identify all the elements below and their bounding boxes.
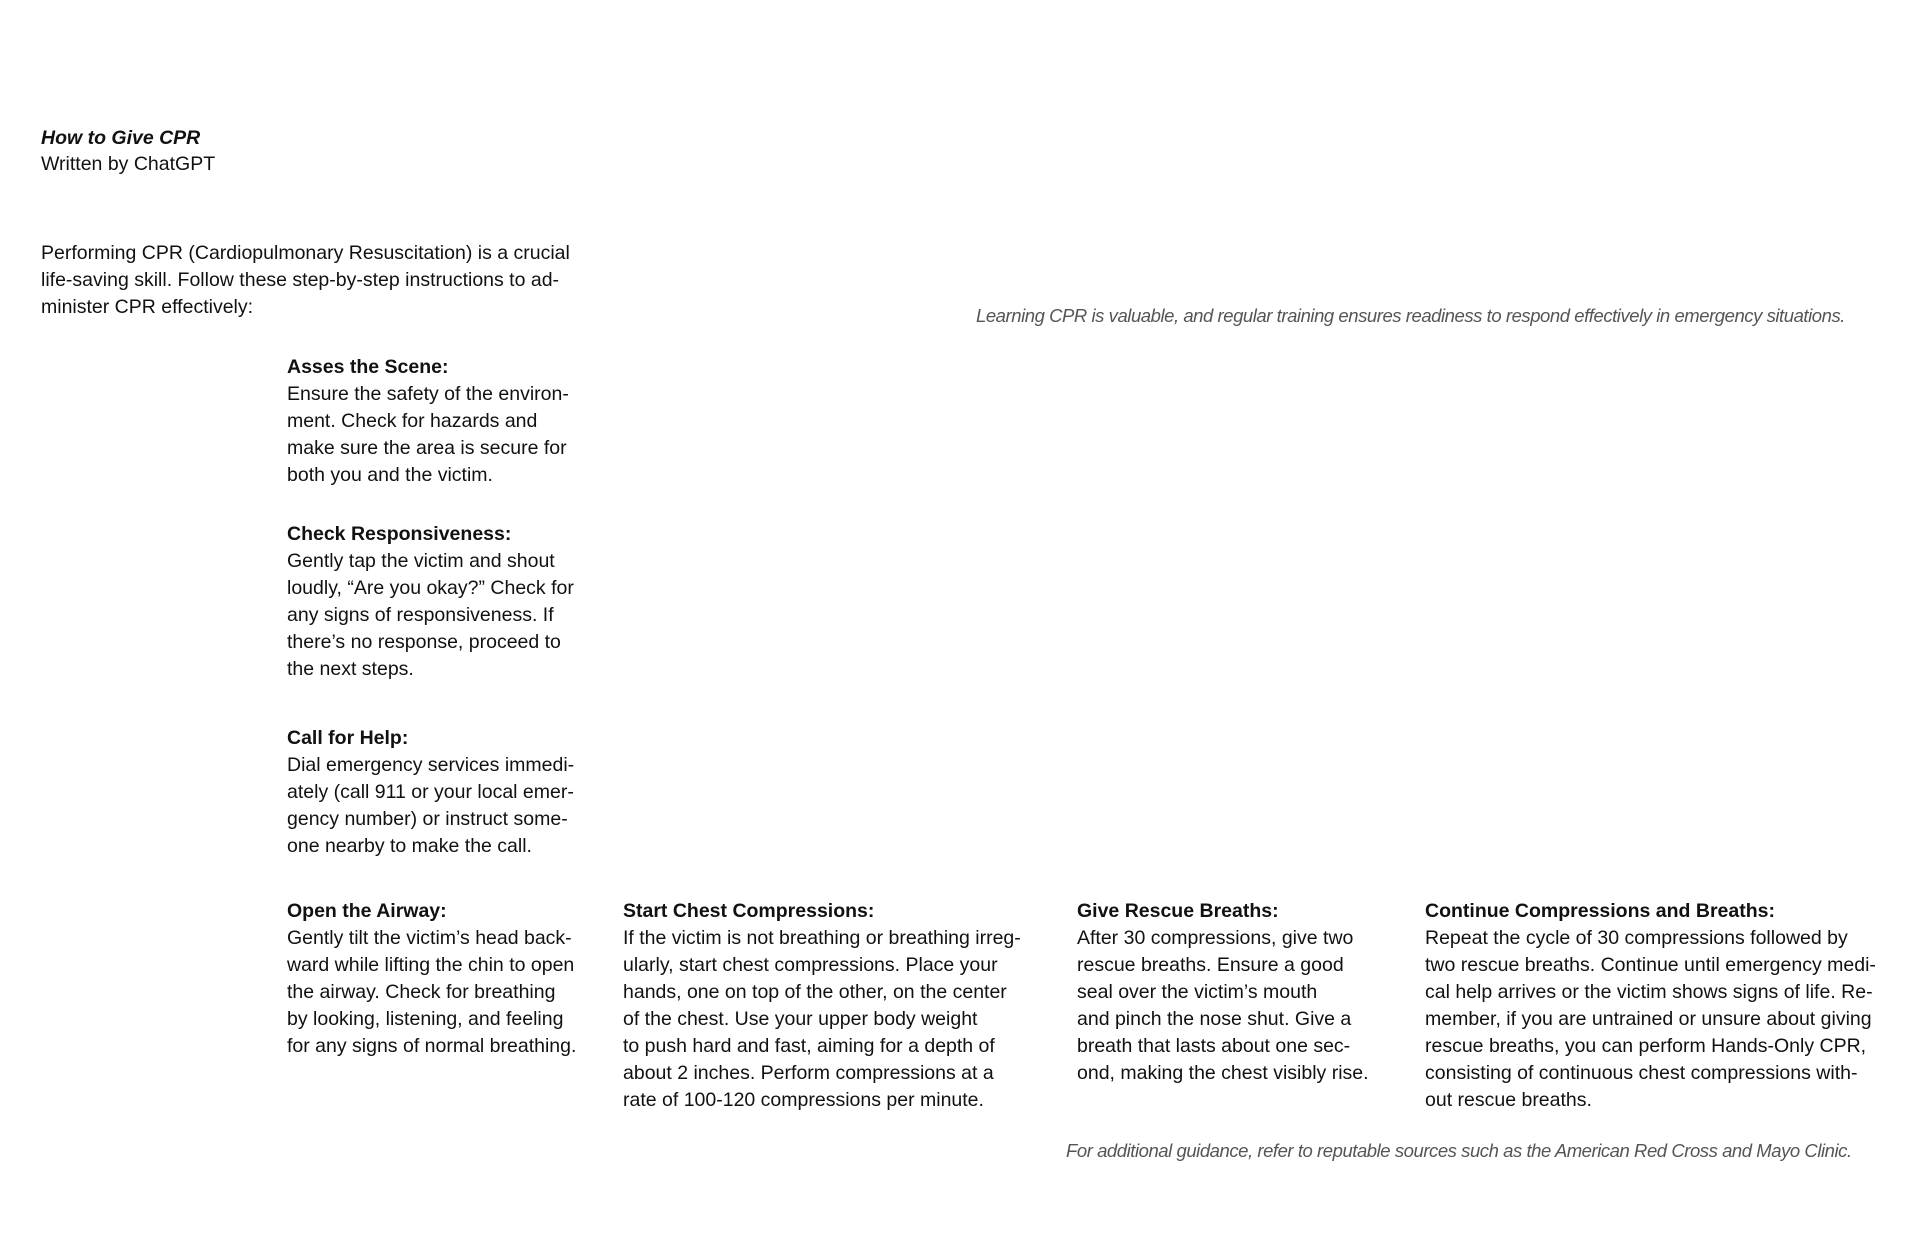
step-text-line: breath that lasts about one sec- (1077, 1035, 1351, 1057)
step-heading: Open the Airway: (287, 900, 447, 922)
step-text-line: for any signs of normal breathing. (287, 1035, 577, 1057)
intro-line: Performing CPR (Cardiopulmonary Resuscitation) is a crucial (41, 242, 570, 264)
step-text-line: by looking, listening, and feeling (287, 1008, 564, 1030)
step-text-line: ularly, start chest compressions. Place your (623, 954, 998, 976)
step-continue-cycle (1425, 898, 1876, 1114)
step-check-responsiveness (287, 521, 574, 683)
step-text-line: If the victim is not breathing or breathing irreg- (623, 927, 1021, 949)
intro-line: minister CPR effectively: (41, 296, 254, 318)
step-text-line: to push hard and fast, aiming for a depth of (623, 1035, 995, 1057)
document-byline: Written by ChatGPT (41, 153, 216, 175)
step-text-line: of the chest. Use your upper body weight (623, 1008, 978, 1030)
step-text-line: any signs of responsiveness. If (287, 604, 554, 626)
step-text-line: one nearby to make the call. (287, 835, 532, 857)
step-text-line: Gently tap the victim and shout (287, 550, 555, 572)
step-text-line: about 2 inches. Perform compressions at a (623, 1062, 994, 1084)
step-assess-scene (287, 354, 569, 489)
step-text-line: cal help arrives or the victim shows signs of life. Re- (1425, 981, 1873, 1003)
step-text-line: seal over the victim’s mouth (1077, 981, 1318, 1003)
step-text-line: out rescue breaths. (1425, 1089, 1592, 1111)
intro-line: life-saving skill. Follow these step-by-step instructions to ad- (41, 269, 560, 291)
step-text-line: there’s no response, proceed to (287, 631, 561, 653)
step-rescue-breaths (1077, 898, 1369, 1087)
step-heading: Asses the Scene: (287, 356, 449, 378)
step-text-line: rate of 100-120 compressions per minute. (623, 1089, 984, 1111)
step-text-line: member, if you are untrained or unsure about giving (1425, 1008, 1872, 1030)
step-heading: Give Rescue Breaths: (1077, 900, 1279, 922)
step-text-line: make sure the area is secure for (287, 437, 567, 459)
step-text-line: gency number) or instruct some- (287, 808, 568, 830)
step-text-line: the airway. Check for breathing (287, 981, 556, 1003)
training-note: Learning CPR is valuable, and regular training ensures readiness to respond effectively in emergency situations. (976, 305, 1845, 326)
intro-paragraph (41, 240, 581, 321)
document-title: How to Give CPR (41, 127, 201, 149)
guidance-note: For additional guidance, refer to reputable sources such as the American Red Cross and Mayo Clinic. (1066, 1140, 1852, 1161)
step-text-line: loudly, “Are you okay?” Check for (287, 577, 574, 599)
step-text-line: ately (call 911 or your local emer- (287, 781, 574, 803)
step-open-airway (287, 898, 576, 1060)
step-text-line: ond, making the chest visibly rise. (1077, 1062, 1369, 1084)
step-text-line: both you and the victim. (287, 464, 493, 486)
step-text-line: Repeat the cycle of 30 compressions followed by (1425, 927, 1848, 949)
step-text-line: two rescue breaths. Continue until emergency medi- (1425, 954, 1876, 976)
step-text-line: rescue breaths, you can perform Hands-Only CPR, (1425, 1035, 1867, 1057)
step-chest-compressions (623, 898, 1021, 1114)
step-text-line: ment. Check for hazards and (287, 410, 538, 432)
step-heading: Start Chest Compressions: (623, 900, 875, 922)
step-call-for-help (287, 725, 574, 860)
step-text-line: consisting of continuous chest compressions with- (1425, 1062, 1858, 1084)
step-text-line: the next steps. (287, 658, 414, 680)
step-heading: Check Responsiveness: (287, 523, 512, 545)
step-text-line: ward while lifting the chin to open (287, 954, 575, 976)
step-text-line: and pinch the nose shut. Give a (1077, 1008, 1352, 1030)
step-text-line: Ensure the safety of the environ- (287, 383, 569, 405)
step-text-line: After 30 compressions, give two (1077, 927, 1354, 949)
step-text-line: Gently tilt the victim’s head back- (287, 927, 572, 949)
step-heading: Call for Help: (287, 727, 409, 749)
step-text-line: Dial emergency services immedi- (287, 754, 575, 776)
step-text-line: hands, one on top of the other, on the center (623, 981, 1007, 1003)
step-heading: Continue Compressions and Breaths: (1425, 900, 1775, 922)
step-text-line: rescue breaths. Ensure a good (1077, 954, 1344, 976)
